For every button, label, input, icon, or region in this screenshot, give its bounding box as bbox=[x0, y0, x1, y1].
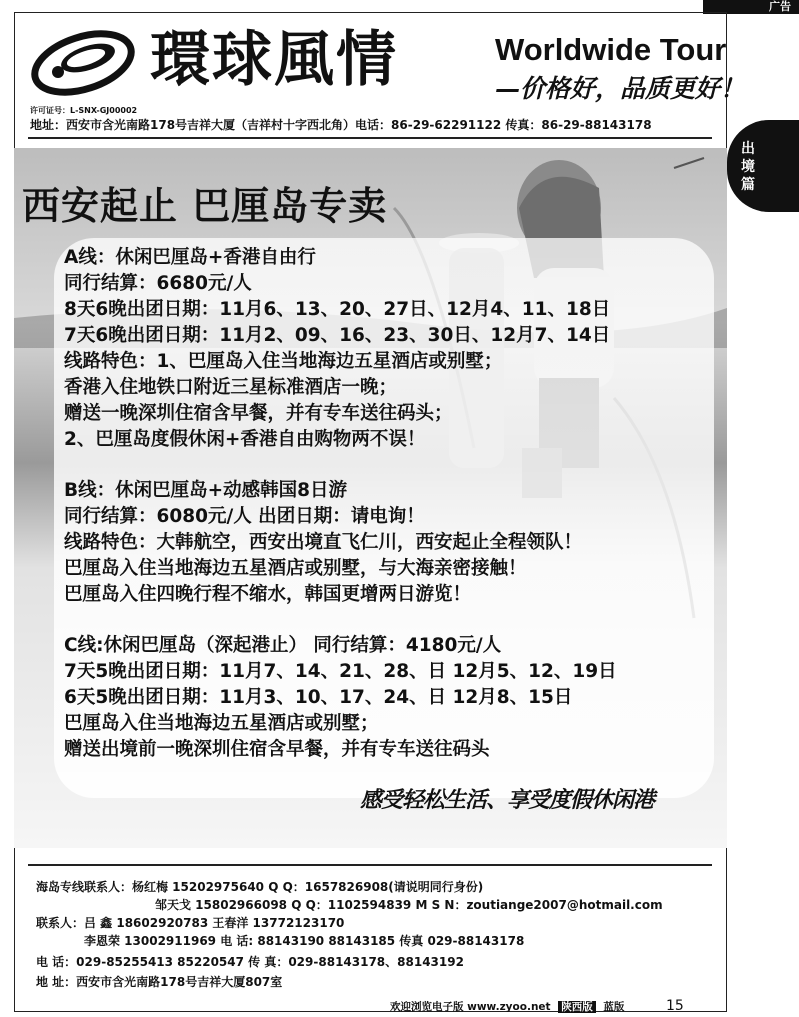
route-a-dates-7d: 7天6晚出团日期：11月2、09、16、23、30日、12月7、14日 bbox=[64, 325, 611, 346]
route-c-feature-1: 巴厘岛入住当地海边五星酒店或别墅； bbox=[64, 713, 379, 734]
route-c-title-price: C线:休闲巴厘岛（深起港止） 同行结算：4180元/人 bbox=[64, 635, 502, 656]
tour-details bbox=[64, 245, 704, 763]
bottom-bar bbox=[390, 1000, 624, 1014]
license-number: 许可证号：L-SNX-GJ00002 bbox=[30, 106, 138, 115]
route-b-feature-1: 线路特色：大韩航空，西安出境直飞仁川，西安起止全程领队！ bbox=[64, 532, 583, 553]
page-number: 15 bbox=[666, 998, 684, 1014]
spacer bbox=[64, 608, 704, 633]
route-c-dates-6d: 6天5晚出团日期：11月3、10、17、24、日 12月8、15日 bbox=[64, 687, 573, 708]
route-b-feature-3: 巴厘岛入住四晚行程不缩水，韩国更增两日游览！ bbox=[64, 584, 472, 605]
route-a-feature-2: 2、巴厘岛度假休闲+香港自由购物两不误！ bbox=[64, 429, 426, 450]
company-address: 地址：西安市含光南路178号吉祥大厦（吉祥村十字西北角）电话：86-29-62291122 传真：86-29-88143178 bbox=[30, 118, 652, 132]
section-tab-label: 出境篇 bbox=[741, 141, 755, 193]
footer-divider bbox=[28, 864, 712, 866]
route-b-price-dates: 同行结算：6080元/人 出团日期：请电询！ bbox=[64, 506, 425, 527]
contact-row: 邹天戈 15802966098 Q Q：1102594839 M S N：zoutiange2007@hotmail.com bbox=[155, 898, 663, 912]
headline: 西安起止 巴厘岛专卖 bbox=[22, 183, 388, 228]
route-a-title: A线：休闲巴厘岛+香港自由行 bbox=[64, 247, 316, 268]
website-link[interactable]: 欢迎浏览电子版 www.zyoo.net bbox=[390, 1001, 551, 1013]
tagline: 感受轻松生活、享受度假休闲港 bbox=[360, 787, 655, 813]
route-a-feature-hk-hotel: 香港入住地铁口附近三星标准酒店一晚； bbox=[64, 377, 398, 398]
header-divider bbox=[28, 137, 712, 139]
contact-row: 海岛专线联系人：杨红梅 15202975640 Q Q：1657826908(请说明同行身份) bbox=[36, 880, 484, 894]
version-label: 蓝版 bbox=[603, 1001, 625, 1013]
route-b-title: B线：休闲巴厘岛+动感韩国8日游 bbox=[64, 480, 347, 501]
route-c-feature-2: 赠送出境前一晚深圳住宿含早餐，并有专车送往码头 bbox=[64, 739, 490, 760]
brand-english-name: Worldwide Tour bbox=[495, 32, 727, 67]
globe-logo-icon bbox=[28, 28, 138, 98]
spacer bbox=[64, 453, 704, 478]
route-b-feature-2: 巴厘岛入住当地海边五星酒店或别墅，与大海亲密接触！ bbox=[64, 558, 527, 579]
contact-row: 李恩荣 13002911969 电 话: 88143190 88143185 传真 029-88143178 bbox=[84, 934, 525, 948]
route-a-feature-shenzhen: 赠送一晚深圳住宿含早餐，并有专车送往码头； bbox=[64, 403, 453, 424]
ad-tag: 广告 bbox=[703, 0, 799, 14]
brand-slogan: —价格好，品质更好！ bbox=[495, 74, 746, 103]
brand-title: 環球風情 bbox=[150, 25, 398, 95]
contact-row: 电 话：029-85255413 85220547 传 真：029-88143178、88143192 bbox=[36, 955, 464, 969]
route-a-dates-8d: 8天6晚出团日期：11月6、13、20、27日、12月4、11、18日 bbox=[64, 299, 611, 320]
route-a-feature-1: 线路特色：1、巴厘岛入住当地海边五星酒店或别墅； bbox=[64, 351, 503, 372]
route-a-price: 同行结算：6680元/人 bbox=[64, 273, 252, 294]
contact-row: 联系人：吕 鑫 18602920783 王春洋 13772123170 bbox=[36, 916, 345, 930]
contact-row: 地 址：西安市含光南路178号吉祥大厦807室 bbox=[36, 975, 283, 989]
route-c-dates-7d: 7天5晚出团日期：11月7、14、21、28、日 12月5、12、19日 bbox=[64, 661, 617, 682]
edition-badge: 陕西版 bbox=[558, 1001, 596, 1013]
section-tab bbox=[727, 120, 799, 212]
